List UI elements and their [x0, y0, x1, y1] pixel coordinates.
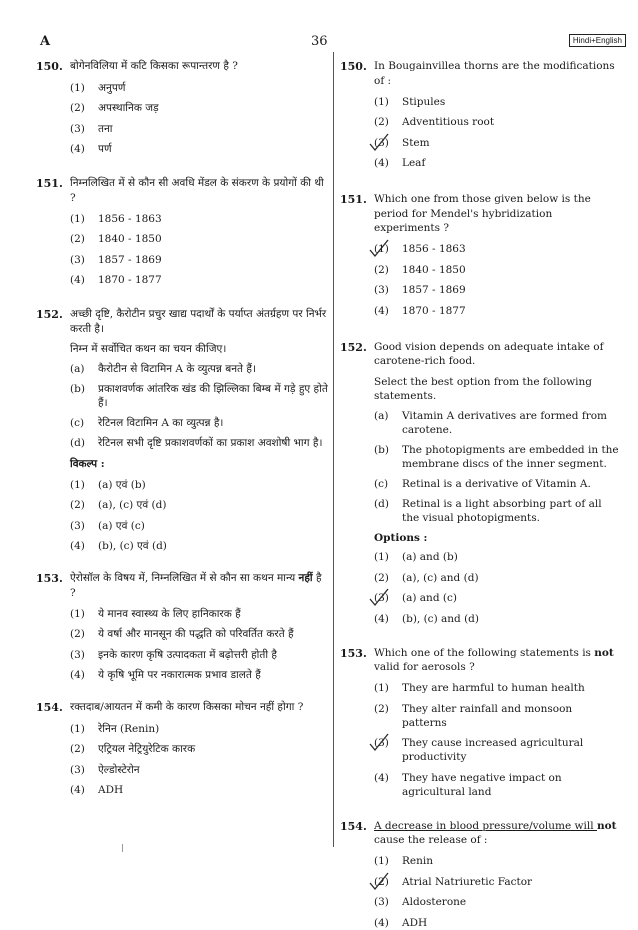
- statement-text: Vitamin A derivatives are formed from carotene.: [402, 409, 607, 436]
- option-number: (4): [70, 669, 85, 681]
- question-text: निम्नलिखित में से कौन सी अवधि मेंडल के संकरण के प्रयोगों की थी ?: [70, 177, 324, 204]
- question-number: 152.: [36, 308, 63, 321]
- option-1[interactable]: [374, 550, 620, 564]
- option-1[interactable]: [374, 95, 620, 109]
- option-text: Atrial Natriuretic Factor: [402, 875, 533, 888]
- question-number: 154.: [36, 701, 63, 714]
- question-text: अच्छी दृष्टि, कैरोटीन प्रचुर खाद्य पदार्थों के पर्याप्त अंतर्ग्रहण पर निर्भर करती है।: [70, 308, 327, 335]
- question-text-part: Which one of the following statements is: [374, 646, 595, 659]
- option-number: (2): [70, 233, 85, 245]
- option-number: (2): [374, 875, 389, 888]
- option-text: 1870 - 1877: [98, 274, 162, 286]
- option-text: They alter rainfall and monsoon patterns: [402, 702, 573, 729]
- option-3[interactable]: [374, 591, 620, 605]
- option-number: (2): [70, 102, 85, 114]
- statement-text: Retinal is a derivative of Vitamin A.: [402, 477, 591, 490]
- question-150-hindi: [36, 59, 328, 156]
- question-instruction: Select the best option from the following statements.: [374, 375, 593, 402]
- option-text: (a), (c) एवं (d): [98, 499, 167, 511]
- option-1[interactable]: [70, 81, 328, 95]
- option-text: 1870 - 1877: [402, 304, 466, 317]
- question-text-part: cause the release of :: [374, 834, 488, 846]
- option-text: अनुपर्ण: [98, 81, 126, 94]
- hindi-column: [36, 59, 328, 797]
- question-text: रक्तदाब/आयतन में कमी के कारण किसका मोचन नहीं होगा ?: [70, 701, 304, 713]
- statement-letter: (c): [374, 477, 389, 490]
- option-2[interactable]: [70, 101, 328, 115]
- option-text: (a), (c) and (d): [402, 571, 479, 584]
- statement-d: [70, 436, 328, 450]
- option-1[interactable]: [70, 478, 328, 492]
- option-2[interactable]: [70, 627, 328, 641]
- option-text: ऐल्डोस्टेरोन: [98, 763, 140, 776]
- statement-b: [374, 443, 620, 471]
- option-2[interactable]: [374, 115, 620, 129]
- option-number: (1): [70, 607, 85, 620]
- option-4[interactable]: [70, 668, 328, 682]
- statement-letter: (d): [374, 497, 389, 510]
- question-152-english: [340, 340, 620, 626]
- option-text: रेनिन (Renin): [98, 722, 160, 735]
- option-3[interactable]: [70, 519, 328, 533]
- statement-letter: (c): [70, 417, 85, 429]
- question-text-part: valid for aerosols ?: [374, 661, 475, 673]
- option-1[interactable]: [374, 854, 620, 868]
- statement-text: Retinal is a light absorbing part of all the visual photopigments.: [402, 497, 602, 524]
- option-text: ADH: [402, 916, 428, 929]
- question-153-hindi: [36, 571, 328, 682]
- option-number: (3): [374, 737, 389, 749]
- option-3[interactable]: [70, 763, 328, 777]
- column-divider: [333, 52, 334, 847]
- question-instruction: निम्न में सर्वोचित कथन का चयन कीजिए।: [70, 343, 227, 355]
- statement-letter: (b): [70, 383, 85, 395]
- option-4[interactable]: [70, 142, 328, 156]
- english-column: [340, 59, 620, 930]
- option-1[interactable]: [70, 212, 328, 226]
- option-1[interactable]: [374, 242, 620, 256]
- option-number: (1): [374, 243, 389, 255]
- option-text: (b), (c) and (d): [402, 612, 479, 625]
- question-text-part: A decrease in blood pressure/volume will: [374, 819, 597, 832]
- option-text: ADH: [98, 784, 124, 796]
- question-number: 151.: [340, 193, 367, 206]
- question-text: [374, 819, 620, 848]
- option-text: इनके कारण कृषि उत्पादकता में बढ़ोत्तरी होती है: [98, 648, 277, 661]
- option-text: ये वर्षा और मानसून की पद्धति को परिवर्तित करते हैं: [98, 628, 294, 640]
- option-number: (1): [374, 682, 389, 694]
- statement-c: [374, 477, 620, 491]
- question-151-english: [340, 192, 620, 318]
- question-text-emphasis: not: [594, 646, 614, 659]
- statement-text: The photopigments are embedded in the membrane discs of the inner segment.: [402, 443, 619, 470]
- option-text: Stipules: [402, 95, 446, 108]
- question-number: 151.: [36, 177, 63, 190]
- question-150-english: [340, 59, 620, 170]
- option-2[interactable]: [70, 232, 328, 246]
- option-text: (a) एवं (c): [98, 519, 145, 532]
- option-number: (3): [70, 519, 85, 532]
- question-number: 154.: [340, 819, 367, 833]
- option-2[interactable]: [70, 498, 328, 512]
- option-4[interactable]: [374, 304, 620, 318]
- question-152-hindi: [36, 307, 328, 553]
- option-text: (a) and (c): [402, 592, 457, 604]
- option-number: (3): [70, 763, 85, 776]
- question-153-english: [340, 646, 620, 799]
- option-text: 1840 - 1850: [402, 263, 466, 276]
- option-4[interactable]: [374, 771, 620, 799]
- question-number: 153.: [36, 572, 63, 585]
- question-text-part: ऐरोसॉल के विषय में, निम्नलिखित में से कौन सा कथन मान्य: [70, 572, 299, 584]
- option-number: (4): [374, 304, 389, 317]
- option-number: (2): [374, 571, 389, 584]
- option-number: (4): [70, 784, 85, 796]
- option-number: (2): [70, 499, 85, 511]
- option-text: 1856 - 1863: [402, 243, 466, 255]
- option-3[interactable]: [70, 648, 328, 662]
- option-1[interactable]: [70, 607, 328, 621]
- option-number: (3): [70, 122, 85, 135]
- option-4[interactable]: [374, 612, 620, 626]
- statement-letter: (a): [70, 363, 85, 375]
- option-3[interactable]: [70, 122, 328, 136]
- option-text: Renin: [402, 855, 434, 867]
- option-number: (2): [70, 628, 85, 640]
- option-number: (2): [374, 702, 389, 715]
- question-number: 150.: [36, 60, 63, 73]
- option-2[interactable]: [374, 702, 620, 730]
- statement-d: [374, 497, 620, 525]
- option-text: Leaf: [402, 157, 426, 169]
- option-text: (a) एवं (b): [98, 478, 146, 491]
- option-4[interactable]: [70, 539, 328, 553]
- option-text: They have negative impact on agricultural land: [402, 771, 562, 798]
- option-number: (3): [374, 284, 389, 296]
- statement-letter: (a): [374, 409, 389, 422]
- option-number: (3): [374, 896, 389, 908]
- statement-letter: (d): [70, 437, 85, 449]
- option-number: (4): [374, 612, 389, 625]
- question-text: बोगेनविलिया में कटि किसका रूपान्तरण है ?: [70, 60, 238, 72]
- option-number: (1): [70, 81, 85, 94]
- option-number: (2): [70, 743, 85, 755]
- option-text: पर्ण: [98, 143, 112, 155]
- statement-c: [70, 416, 328, 430]
- option-1[interactable]: [374, 681, 620, 695]
- question-text: Which one from those given below is the period for Mendel's hybridization experiments ?: [374, 193, 591, 234]
- option-2[interactable]: [70, 742, 328, 756]
- option-number: (4): [374, 916, 389, 929]
- option-4[interactable]: [70, 783, 328, 797]
- option-number: (1): [374, 551, 389, 563]
- option-3[interactable]: [374, 895, 620, 909]
- option-text: 1840 - 1850: [98, 233, 162, 245]
- question-154-hindi: [36, 700, 328, 797]
- statement-text: रेटिनल विटामिन A का व्युत्पन्न है।: [98, 417, 224, 429]
- option-text: 1856 - 1863: [98, 212, 162, 225]
- option-number: (1): [374, 95, 389, 108]
- question-number: 150.: [340, 60, 367, 73]
- option-4[interactable]: [374, 916, 620, 930]
- question-text-part: है ?: [70, 572, 322, 599]
- question-text-emphasis: not: [596, 819, 617, 832]
- option-number: (1): [374, 855, 389, 867]
- options-label: Options :: [374, 531, 428, 544]
- option-number: (3): [70, 648, 85, 661]
- option-1[interactable]: [70, 722, 328, 736]
- question-text: [70, 571, 328, 600]
- options-label: विकल्प :: [70, 458, 105, 470]
- option-text: Stem: [402, 136, 430, 149]
- set-code: A: [40, 34, 51, 49]
- option-2[interactable]: [374, 875, 620, 889]
- option-text: They are harmful to human health: [402, 682, 585, 694]
- option-number: (1): [70, 722, 85, 735]
- statement-letter: (b): [374, 443, 389, 456]
- option-number: (2): [374, 116, 389, 128]
- option-text: एट्रियल नेट्रियुरेटिक कारक: [98, 743, 196, 755]
- option-number: (4): [70, 274, 85, 286]
- option-text: 1857 - 1869: [402, 284, 466, 296]
- option-number: (1): [70, 212, 85, 225]
- option-text: 1857 - 1869: [98, 253, 162, 266]
- option-3[interactable]: [374, 736, 620, 764]
- option-text: (a) and (b): [402, 551, 458, 563]
- statement-text: प्रकाशवर्णक आंतरिक खंड की झिल्लिका बिम्ब में गड़े हुए होते हैं।: [98, 383, 328, 409]
- page-number: 36: [311, 34, 328, 49]
- option-text: Adventitious root: [402, 116, 495, 128]
- statement-a: [70, 362, 328, 376]
- option-number: (3): [70, 253, 85, 266]
- statement-text: कैरोटीन से विटामिन A के व्युत्पन्न बनते हैं।: [98, 363, 256, 375]
- option-number: (4): [70, 540, 85, 552]
- option-number: (1): [70, 478, 85, 491]
- option-text: They cause increased agricultural productivity: [402, 737, 584, 763]
- language-badge: Hindi+English: [569, 34, 626, 47]
- page-header: [0, 34, 638, 50]
- option-2[interactable]: [374, 263, 620, 277]
- option-text: अपस्थानिक जड़: [98, 102, 159, 114]
- question-number: 153.: [340, 646, 367, 660]
- question-number: 152.: [340, 340, 367, 354]
- option-number: (4): [374, 157, 389, 169]
- option-text: Aldosterone: [402, 896, 467, 908]
- question-text: [374, 646, 620, 675]
- option-2[interactable]: [374, 571, 620, 585]
- option-text: ये कृषि भूमि पर नकारात्मक प्रभाव डालते हैं: [98, 669, 261, 681]
- question-151-hindi: [36, 176, 328, 287]
- statement-text: रेटिनल सभी दृष्टि प्रकाशवर्णकों का प्रकाश अवशोषी भाग है।: [98, 437, 323, 449]
- option-3[interactable]: [374, 283, 620, 297]
- option-number: (2): [374, 263, 389, 276]
- question-text-emphasis: नहीं: [298, 572, 313, 584]
- question-text: Good vision depends on adequate intake of carotene-rich food.: [374, 340, 604, 367]
- option-number: (3): [374, 592, 389, 604]
- option-text: तना: [98, 122, 113, 135]
- question-text: In Bougainvillea thorns are the modifications of :: [374, 60, 615, 87]
- option-text: (b), (c) एवं (d): [98, 540, 167, 552]
- option-number: (4): [374, 771, 389, 784]
- option-4[interactable]: [70, 273, 328, 287]
- statement-b: [70, 382, 328, 410]
- option-number: (4): [70, 143, 85, 155]
- option-3[interactable]: [70, 253, 328, 267]
- scan-mark: [122, 844, 123, 852]
- statement-a: [374, 409, 620, 437]
- option-4[interactable]: [374, 156, 620, 170]
- option-3[interactable]: [374, 136, 620, 150]
- option-number: (3): [374, 136, 389, 149]
- option-text: ये मानव स्वास्थ्य के लिए हानिकारक हैं: [98, 607, 241, 620]
- question-154-english: [340, 819, 620, 930]
